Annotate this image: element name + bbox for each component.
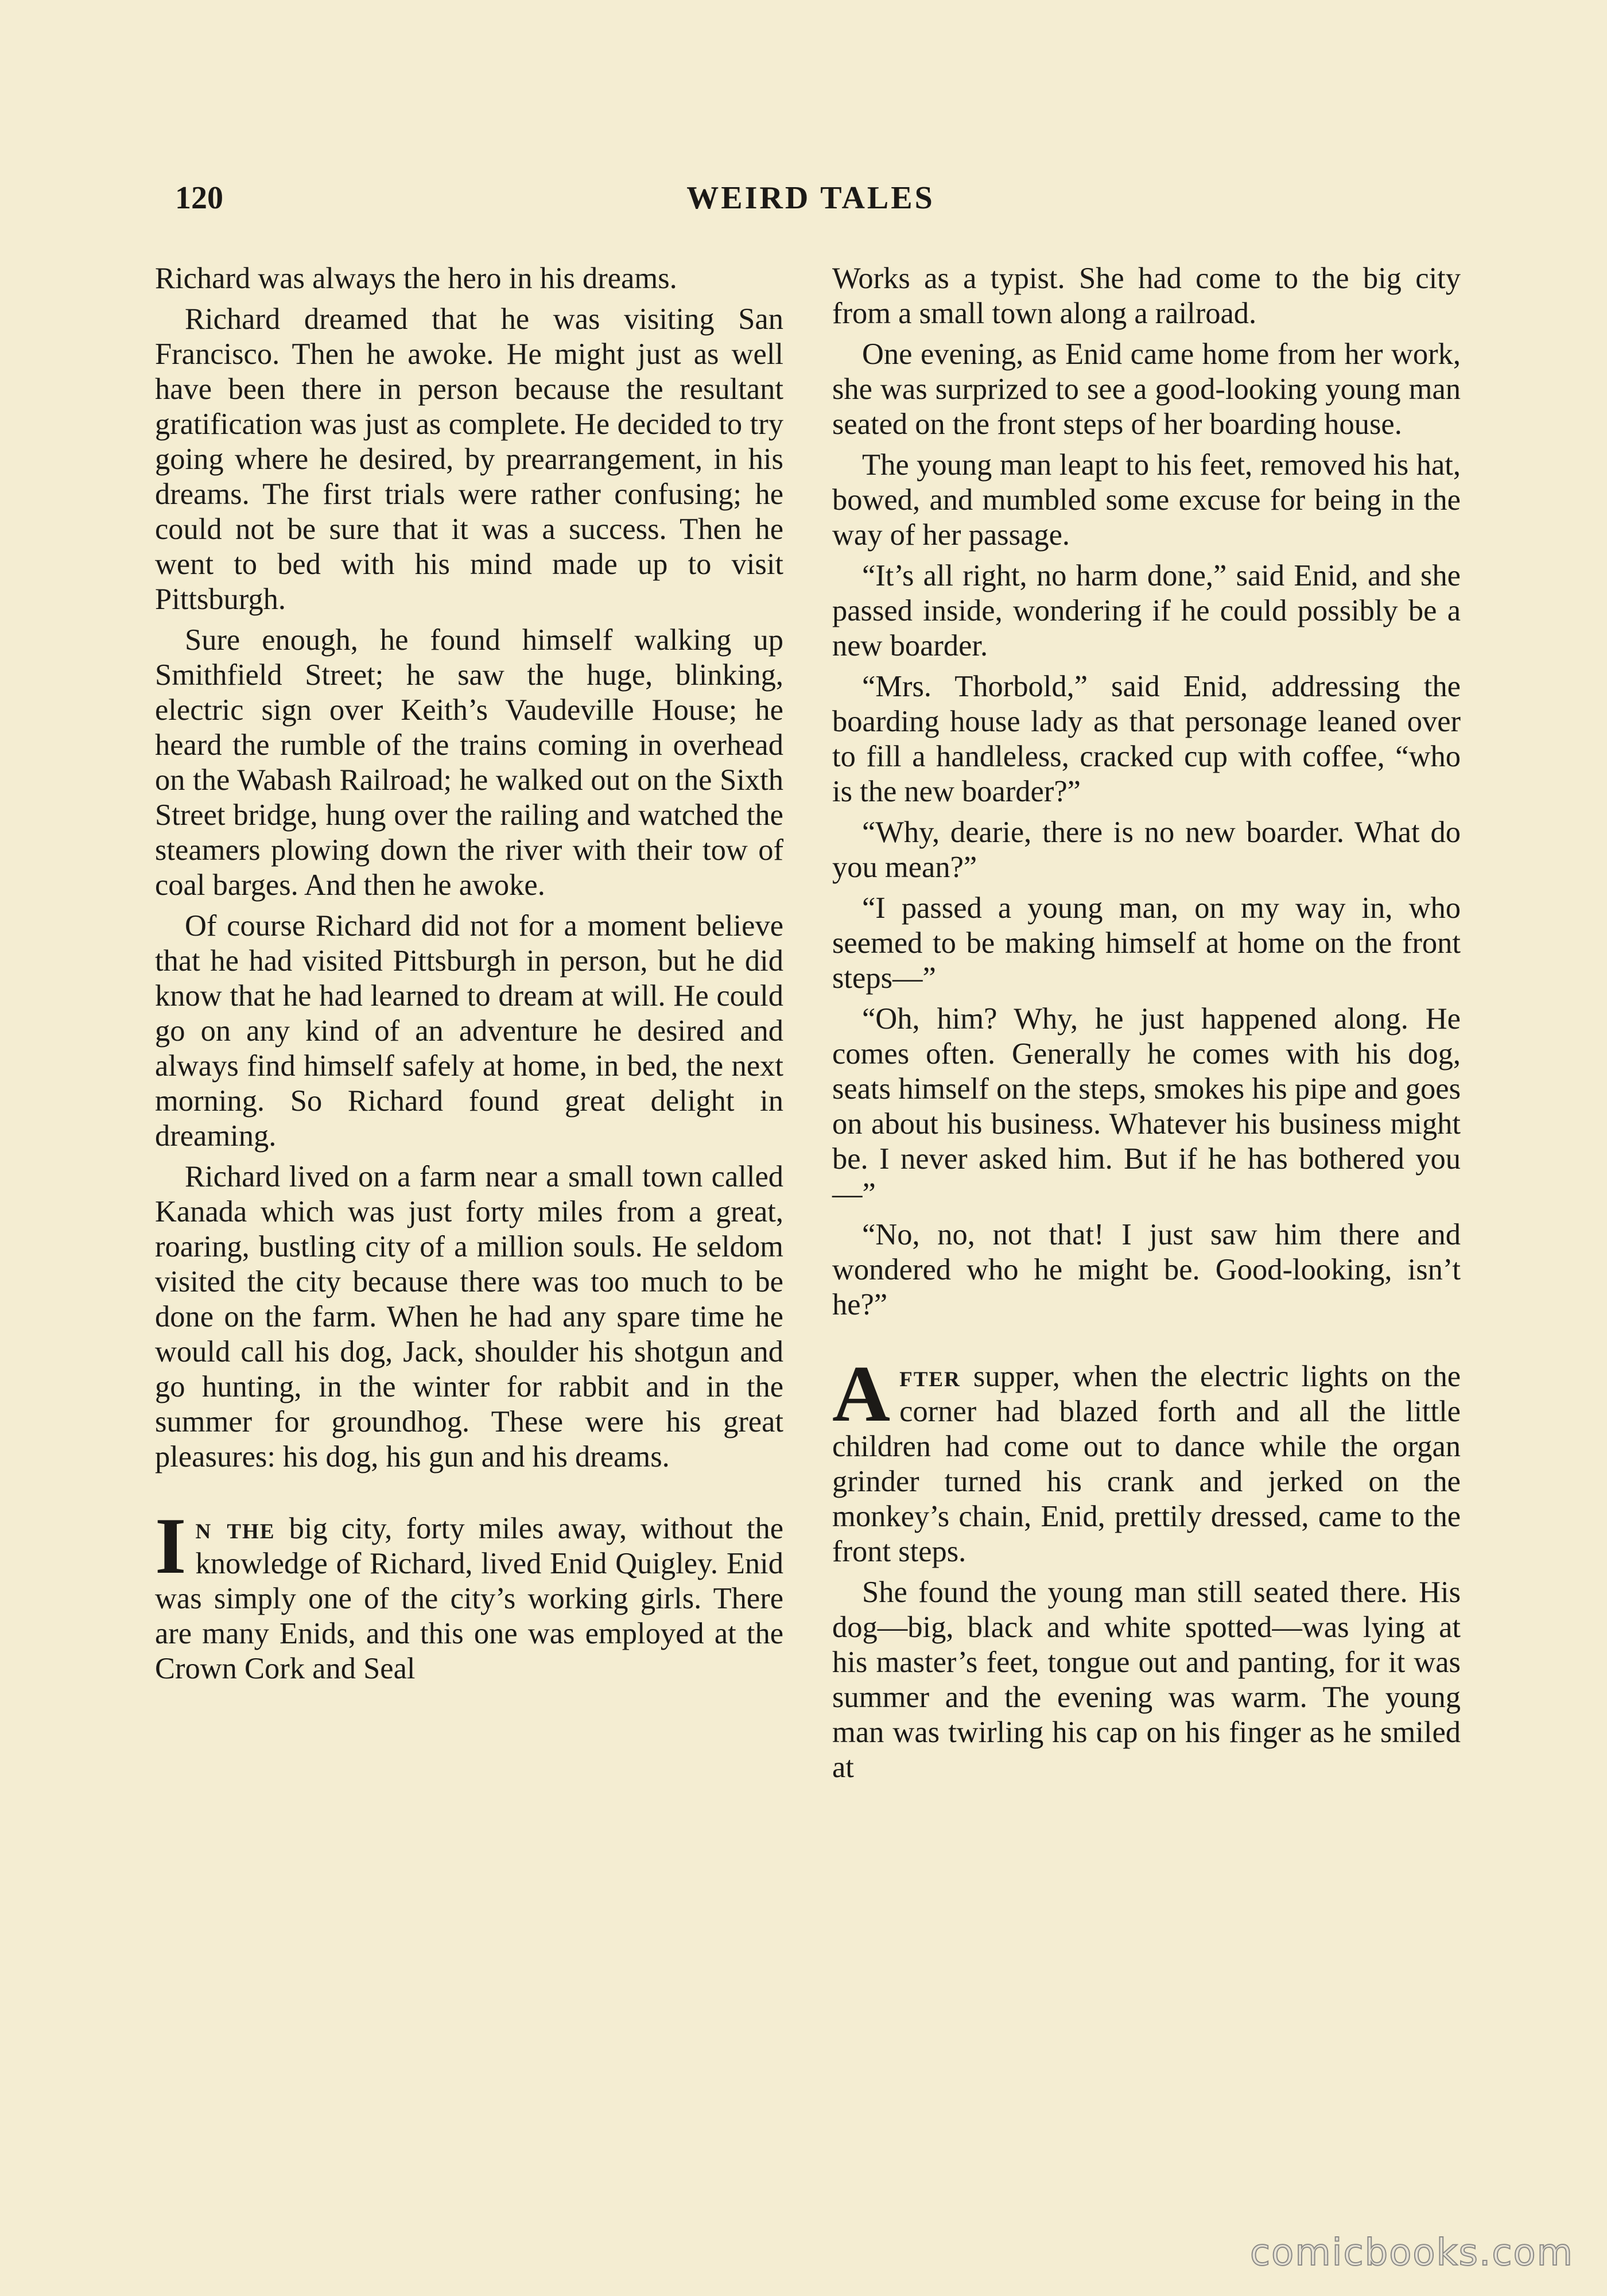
paragraph-text: supper, when the electric lights on the corner had blazed forth and all the little children had come out to dance while the organ grinder turned his crank and jerked on the monkey’s chain, Enid, prettily dressed, came to the front steps.: [832, 1360, 1461, 1568]
paragraph: “Oh, him? Why, he just happened along. He comes often. Generally he comes with his dog, seats himself on the steps, smokes his pipe and goes on about his business. Whatever his business might be. I never asked him. But if he has bothered you—”: [832, 1002, 1461, 1211]
paragraph-text: big city, forty miles away, without the knowledge of Richard, lived Enid Quigley. Enid was simply one of the city’s working girls. There are many Enids, and this one was employed at the Crown Cork and Seal: [155, 1512, 784, 1685]
section-opening-paragraph: [155, 1502, 784, 1686]
section-opening-paragraph: [832, 1349, 1461, 1569]
right-column: [832, 261, 1461, 1791]
watermark: comicbooks.com: [1249, 2232, 1574, 2274]
small-caps-lead: n the: [195, 1512, 275, 1545]
paragraph: One evening, as Enid came home from her work, she was surprized to see a good-looking young man seated on the front steps of her boarding house.: [832, 338, 1461, 441]
paragraph: The young man leapt to his feet, removed his hat, bowed, and mumbled some excuse for being in the way of her passage.: [832, 448, 1461, 552]
paragraph: “Mrs. Thorbold,” said Enid, addressing the boarding house lady as that personage leaned over to fill a handleless, cracked cup with coffee, “who is the new boarder?”: [832, 670, 1461, 808]
paragraph: Of course Richard did not for a moment believe that he had visited Pittsburgh in person, but he did know that he had learned to dream at will. He could go on any kind of an adventure he desired and always find himself safely at home, in bed, the next morning. So Richard found great delight in dreaming.: [155, 909, 783, 1153]
running-title: WEIRD TALES: [686, 180, 935, 216]
paragraph: Sure enough, he found himself walking up Smithfield Street; he saw the huge, blinking, electric sign over Keith’s Vaudeville House; he heard the rumble of the trains coming in overhead on the Wabash Railroad; he walked out on the Sixth Street bridge, hung over the railing and watched the steamers plowing down the river with their tow of coal barges. And then he awoke.: [155, 623, 783, 902]
page-header: [175, 175, 1446, 221]
drop-cap: A: [832, 1349, 891, 1438]
paragraph: “I passed a young man, on my way in, who seemed to be making himself at home on the front steps—”: [832, 891, 1461, 995]
paragraph: Richard lived on a farm near a small town called Kanada which was just forty miles from a great, roaring, bustling city of a million souls. He seldom visited the city because there was too much to be done on the farm. When he had any spare time he would call his dog, Jack, shoulder his shotgun and go hunting, in the winter for rabbit and in the summer for groundhog. These were his great pleasures: his dog, his gun and his dreams.: [155, 1160, 783, 1473]
paragraph: Richard dreamed that he was visiting San Francisco. Then he awoke. He might just as well have been there in person because the resultant gratification was just as complete. He decided to try going where he desired, by prearrangement, in his dreams. The first trials were rather confusing; he could not be sure that it was a success. Then he went to bed with his mind made up to visit Pittsburgh.: [155, 302, 783, 616]
paragraph: Works as a typist. She had come to the big city from a small town along a railroad.: [832, 262, 1461, 330]
paragraph: She found the young man still seated there. His dog—big, black and white spotted—was lying at his master’s feet, tongue out and panting, for it was summer and the evening was warm. The young man was twirling his cap on his finger as he smiled at: [832, 1576, 1461, 1784]
small-caps-lead: fter: [899, 1360, 961, 1393]
left-column: [155, 261, 783, 1692]
drop-cap: I: [155, 1502, 187, 1591]
paragraph: “It’s all right, no harm done,” said Enid, and she passed inside, wondering if he could possibly be a new boarder.: [832, 559, 1461, 662]
paragraph: Richard was always the hero in his dreams.: [155, 262, 677, 295]
page-number: 120: [175, 180, 223, 216]
paragraph: “Why, dearie, there is no new boarder. What do you mean?”: [832, 816, 1461, 884]
paragraph: “No, no, not that! I just saw him there and wondered who he might be. Good-looking, isn’t he?”: [832, 1218, 1461, 1321]
